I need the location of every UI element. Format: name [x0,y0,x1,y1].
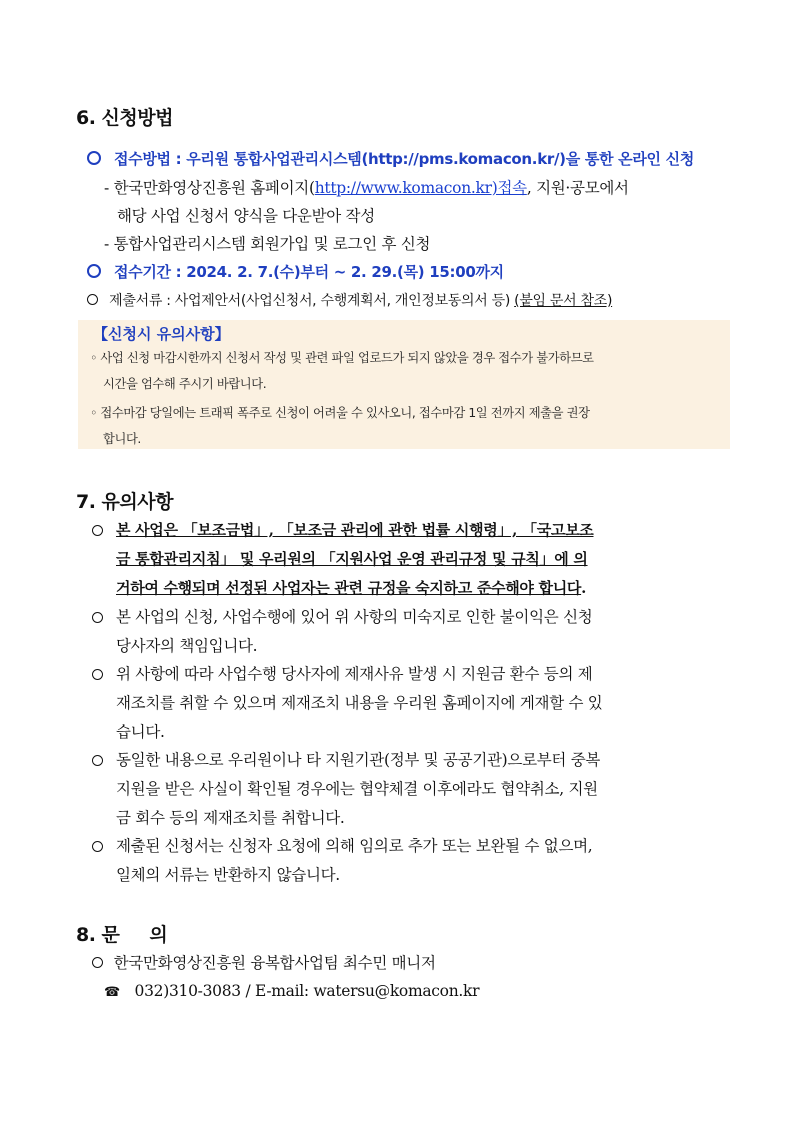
phone-email-line: ☎ 032)310-3083 / E-mail: watersu@komacon.kr [104,981,479,1003]
apply-sub-2: - 통합사업관리시스템 회원가입 및 로그인 후 신청 [104,235,431,253]
section-6-title: 6. 신청방법 [76,107,173,129]
notice-p5-l2: 일체의 서류는 반환하지 않습니다. [116,866,340,884]
notice-p2-l1: 본 사업의 신청, 사업수행에 있어 위 사항의 미숙지로 인한 불이익은 신청 [116,608,593,626]
notice-item-2: ◦ 접수마감 당일에는 트래픽 폭주로 신청이 어려울 수 있사오니, 접수마감 1일 전까지 제출을 권장 [90,406,590,420]
apply-sub-1-cont: 해당 사업 신청서 양식을 다운받아 작성 [117,207,375,225]
apply-method: 접수방법 : 우리원 통합사업관리시스템(http://pms.komacon.kr/)을 통한 온라인 신청 [87,149,694,169]
notice-p4-l2: 지원을 받은 사실이 확인될 경우에는 협약체결 이후에라도 협약취소, 지원 [116,780,598,798]
circle-bullet-icon [92,837,103,856]
section-8-title: 8. 문 의 [76,924,168,946]
apply-sub-1: - 한국만화영상진흥원 홈페이지(http://www.komacon.kr)접속, 지원·공모에서 [104,179,629,197]
phone-icon: ☎ [104,985,120,1000]
circle-bullet-icon [87,264,101,278]
notice-item-1-cont: 시간을 엄수해 주시기 바랍니다. [103,377,267,391]
notice-title: 【신청시 유의사항】 [93,325,230,343]
notice-p3-l3: 습니다. [116,723,165,741]
contact-line: 한국만화영상진흥원 융복합사업팀 최수민 매니저 [92,953,436,973]
notice-box [78,320,730,449]
circle-bullet-icon [92,665,103,684]
notice-p2-l2: 당사자의 책임입니다. [116,637,258,655]
notice-p4-l1: 동일한 내용으로 우리원이나 타 지원기관(정부 및 공공기관)으로부터 중복 [116,751,601,769]
section-7-title: 7. 유의사항 [76,491,173,513]
circle-bullet-icon [87,294,98,305]
circle-bullet-icon [92,751,103,770]
notice-p5-l1: 제출된 신청서는 신청자 요청에 의해 임의로 추가 또는 보완될 수 없으며, [116,837,593,855]
submit-docs: 제출서류 : 사업제안서(사업신청서, 수행계획서, 개인정보동의서 등) (붙임 문서 참조) [87,291,612,311]
circle-bullet-icon [92,521,103,540]
notice-item-2-cont: 합니다. [103,432,141,446]
notice-p1-l2: 금 통합관리지침」 및 우리원의 「지원사업 운영 관리규정 및 규칙」에 의 [116,550,588,568]
notice-p3-l2: 재조치를 취할 수 있으며 제재조치 내용을 우리원 홈페이지에 게재할 수 있 [116,694,603,712]
homepage-link[interactable]: http://www.komacon.kr)접속 [314,179,527,197]
apply-period: 접수기간 : 2024. 2. 7.(수)부터 ~ 2. 29.(목) 15:00까지 [87,262,504,282]
notice-p1-l3: 거하여 수행되며 선정된 사업자는 관련 규정을 숙지하고 준수해야 합니다. [116,579,587,597]
notice-p1-l1: 본 사업은 「보조금법」, 「보조금 관리에 관한 법률 시행령」, 「국고보조 [116,521,594,539]
circle-bullet-icon [92,957,103,968]
notice-p4-l3: 금 회수 등의 제재조치를 취합니다. [116,809,345,827]
circle-bullet-icon [92,608,103,627]
notice-item-1: ◦ 사업 신청 마감시한까지 신청서 작성 및 관련 파일 업로드가 되지 않았을 경우 접수가 불가하므로 [90,351,594,365]
circle-bullet-icon [87,151,101,165]
notice-p3-l1: 위 사항에 따라 사업수행 당사자에 제재사유 발생 시 지원금 환수 등의 제 [116,665,593,683]
